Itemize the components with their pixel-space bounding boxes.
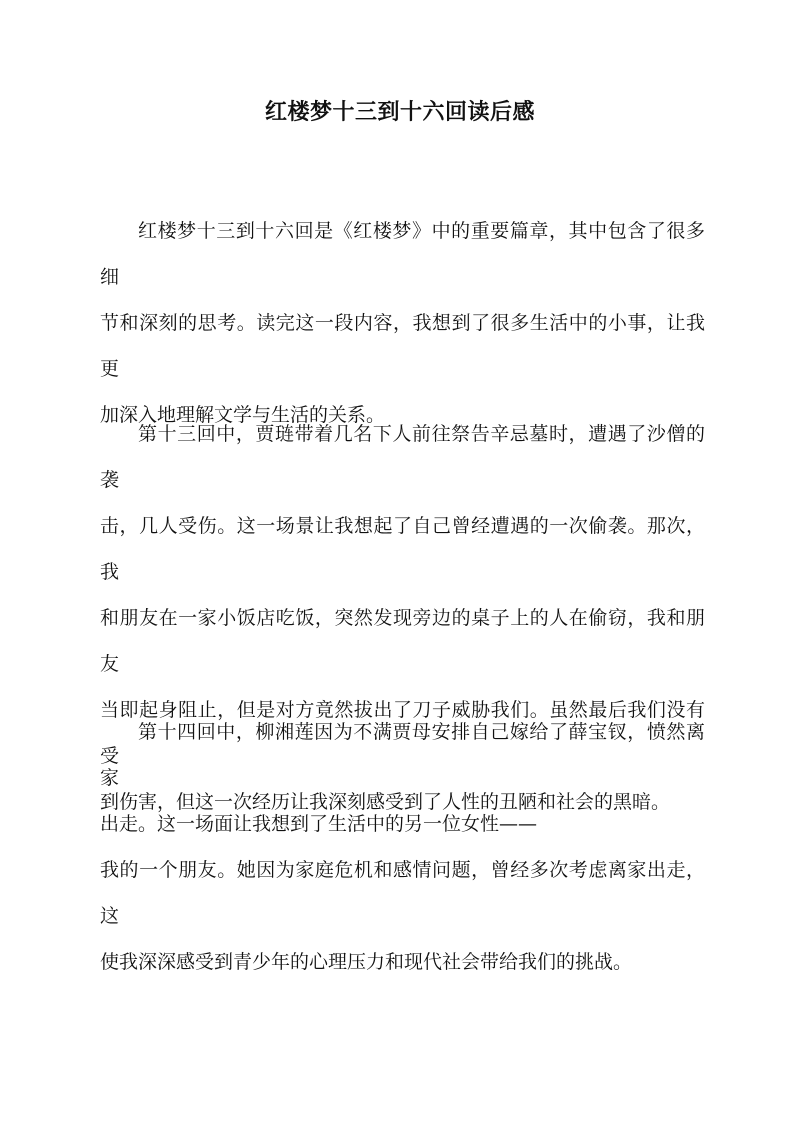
document-title: 红楼梦十三到十六回读后感 — [264, 99, 535, 125]
paragraph-1-line-2: 节和深刻的思考。读完这一段内容，我想到了很多生活中的小事，让我更 — [100, 312, 705, 380]
paragraph-3-line-4: 使我深深感受到青少年的心理压力和现代社会带给我们的挑战。 — [100, 951, 633, 973]
paragraph-2-line-3: 和朋友在一家小饭店吃饭，突然发现旁边的桌子上的人在偷窃，我和朋友 — [100, 607, 705, 675]
paragraph-2-line-2: 击，几人受伤。这一场景让我想起了自己曾经遭遇的一次偷袭。那次，我 — [100, 515, 705, 583]
paragraph-1-line-1: 红楼梦十三到十六回是《红楼梦》中的重要篇章，其中包含了很多细 — [100, 220, 705, 288]
paragraph-3-line-3: 我的一个朋友。她因为家庭危机和感情问题，曾经多次考虑离家出走，这 — [100, 859, 705, 927]
paragraph-1 — [100, 208, 705, 438]
paragraph-3-line-2: 出走。这一场面让我想到了生活中的另一位女性—— — [100, 813, 538, 835]
paragraph-2-line-4: 当即起身阻止，但是对方竟然拔出了刀子威胁我们。虽然最后我们没有受 — [100, 699, 705, 767]
paragraph-2-line-1: 第十三回中，贾琏带着几名下人前往祭告辛忌墓时，遭遇了沙僧的袭 — [100, 423, 705, 491]
paragraph-1-line-3: 加深入地理解文学与生活的关系。 — [100, 404, 386, 426]
paragraph-3 — [100, 709, 705, 985]
paragraph-2-line-5: 到伤害，但这一次经历让我深刻感受到了人性的丑陋和社会的黑暗。 — [100, 791, 671, 813]
paragraph-3-line-1: 第十四回中，柳湘莲因为不满贾母安排自己嫁给了薛宝钗，愤然离家 — [100, 721, 705, 789]
